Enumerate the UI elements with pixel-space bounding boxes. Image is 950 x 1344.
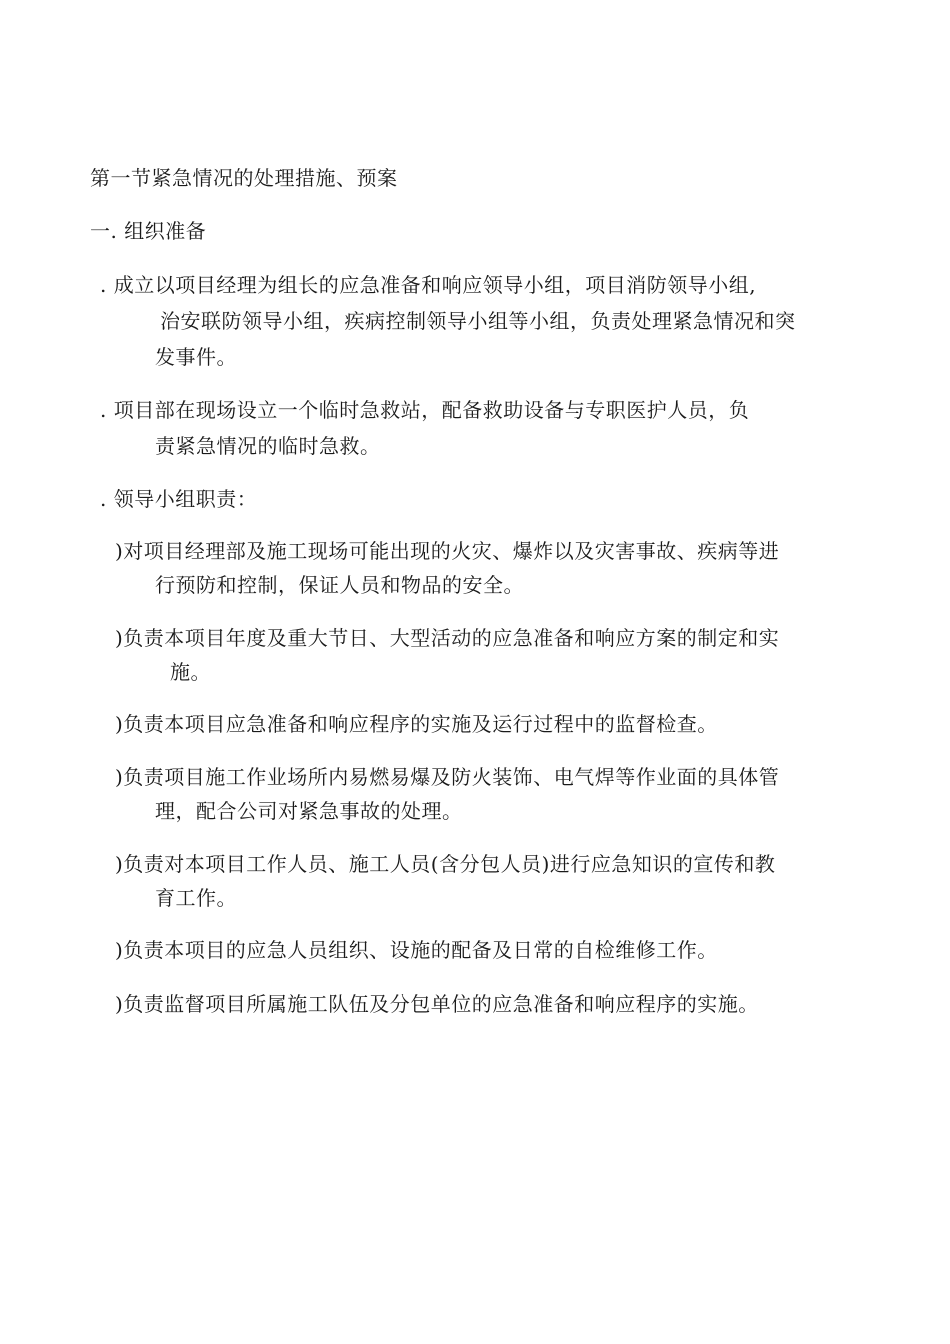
duty-1-line-1: )对项目经理部及施工现场可能出现的火灾、爆炸以及灾害事故、疾病等进 — [115, 539, 780, 563]
duty-2-line-2: 施。 — [170, 660, 211, 684]
duty-4-line-2: 理，配合公司对紧急事故的处理。 — [155, 799, 463, 823]
item-3-heading: . 领导小组职责： — [100, 487, 258, 511]
item-2-line-2: 责紧急情况的临时急救。 — [155, 434, 381, 458]
duty-1-line-2: 行预防和控制，保证人员和物品的安全。 — [155, 573, 524, 597]
duty-7-line-1: )负责监督项目所属施工队伍及分包单位的应急准备和响应程序的实施。 — [115, 992, 759, 1016]
item-1-line-3: 发事件。 — [155, 345, 237, 369]
duty-2-line-1: )负责本项目年度及重大节日、大型活动的应急准备和响应方案的制定和实 — [115, 626, 780, 650]
item-2-line-1: . 项目部在现场设立一个临时急救站，配备救助设备与专职医护人员，负 — [100, 398, 750, 422]
duty-5-line-1: )负责对本项目工作人员、施工人员(含分包人员)进行应急知识的宣传和教 — [115, 852, 776, 876]
item-1-line-2: 治安联防领导小组，疾病控制领导小组等小组，负责处理紧急情况和突 — [160, 309, 796, 333]
duty-4-line-1: )负责项目施工作业场所内易燃易爆及防火装饰、电气焊等作业面的具体管 — [115, 765, 780, 789]
heading-organization: 一. 组织准备 — [90, 219, 207, 243]
section-title: 第一节紧急情况的处理措施、预案 — [90, 166, 398, 190]
duty-3-line-1: )负责本项目应急准备和响应程序的实施及运行过程中的监督检查。 — [115, 712, 718, 736]
item-1-line-1: . 成立以项目经理为组长的应急准备和响应领导小组，项目消防领导小组, — [100, 273, 757, 297]
duty-6-line-1: )负责本项目的应急人员组织、设施的配备及日常的自检维修工作。 — [115, 938, 718, 962]
duty-5-line-2: 育工作。 — [155, 886, 237, 910]
